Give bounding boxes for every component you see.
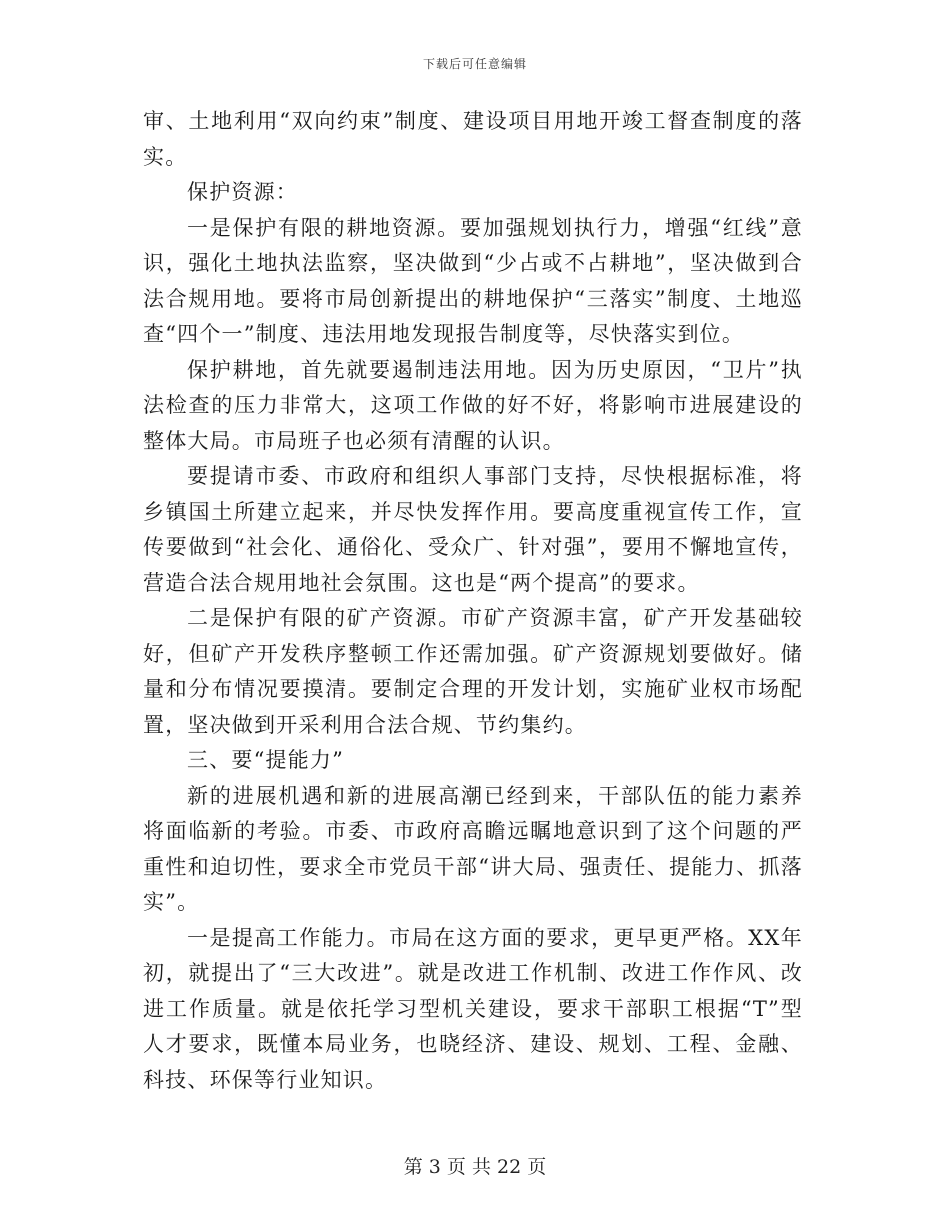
document-body xyxy=(143,104,803,1098)
paragraph: 二是保护有限的矿产资源。市矿产资源丰富，矿产开发基础较好，但矿产开发秩序整顿工作还需加强。矿产资源规划要做好。储量和分布情况要摸清。要制定合理的开发计划，实施矿业权市场配置，坚决做到开采利用合法合规、节约集约。 xyxy=(143,606,803,737)
footer-middle: 页 共 xyxy=(446,1156,491,1178)
paragraph: 保护耕地，首先就要遏制违法用地。因为历史原因，“卫片”执法检查的压力非常大，这项工作做的好不好，将影响市进展建设的整体大局。市局班子也必须有清醒的认识。 xyxy=(143,357,803,453)
page-number-footer xyxy=(0,1152,950,1179)
paragraph: 审、土地利用“双向约束”制度、建设项目用地开竣工督查制度的落实。 xyxy=(143,109,803,169)
paragraph: 要提请市委、市政府和组织人事部门支持，尽快根据标准，将乡镇国土所建立起来，并尽快发挥作用。要高度重视宣传工作，宣传要做到“社会化、通俗化、受众广、针对强”，要用不懈地宣传，营造合法合规用地社会氛围。这也是“两个提高”的要求。 xyxy=(143,464,803,595)
paragraph: 一是提高工作能力。市局在这方面的要求，更早更严格。XX年初，就提出了“三大改进”。就是改进工作机制、改进工作作风、改进工作质量。就是依托学习型机关建设，要求干部职工根据“T”型人才要求，既懂本局业务，也晓经济、建设、规划、工程、金融、科技、环保等行业知识。 xyxy=(143,925,803,1092)
paragraph: 新的进展机遇和新的进展高潮已经到来，干部队伍的能力素养将面临新的考验。市委、市政府高瞻远瞩地意识到了这个问题的严重性和迫切性，要求全市党员干部“讲大局、强责任、提能力、抓落实”。 xyxy=(143,783,803,914)
page-header-note: 下载后可任意编辑 xyxy=(422,57,527,71)
section-heading: 三、要“提能力” xyxy=(187,748,345,772)
footer-prefix: 第 xyxy=(403,1156,423,1178)
footer-suffix: 页 xyxy=(527,1156,547,1178)
paragraph: 一是保护有限的耕地资源。要加强规划执行力，增强“红线”意识，强化土地执法监察，坚决做到“少占或不占耕地”，坚决做到合法合规用地。要将市局创新提出的耕地保护“三落实”制度、土地巡查“四个一”制度、违法用地发现报告制度等，尽快落实到位。 xyxy=(143,215,803,346)
footer-total-pages: 22 xyxy=(497,1156,522,1178)
paragraph: 保护资源： xyxy=(187,180,298,204)
footer-current-page: 3 xyxy=(428,1156,441,1178)
